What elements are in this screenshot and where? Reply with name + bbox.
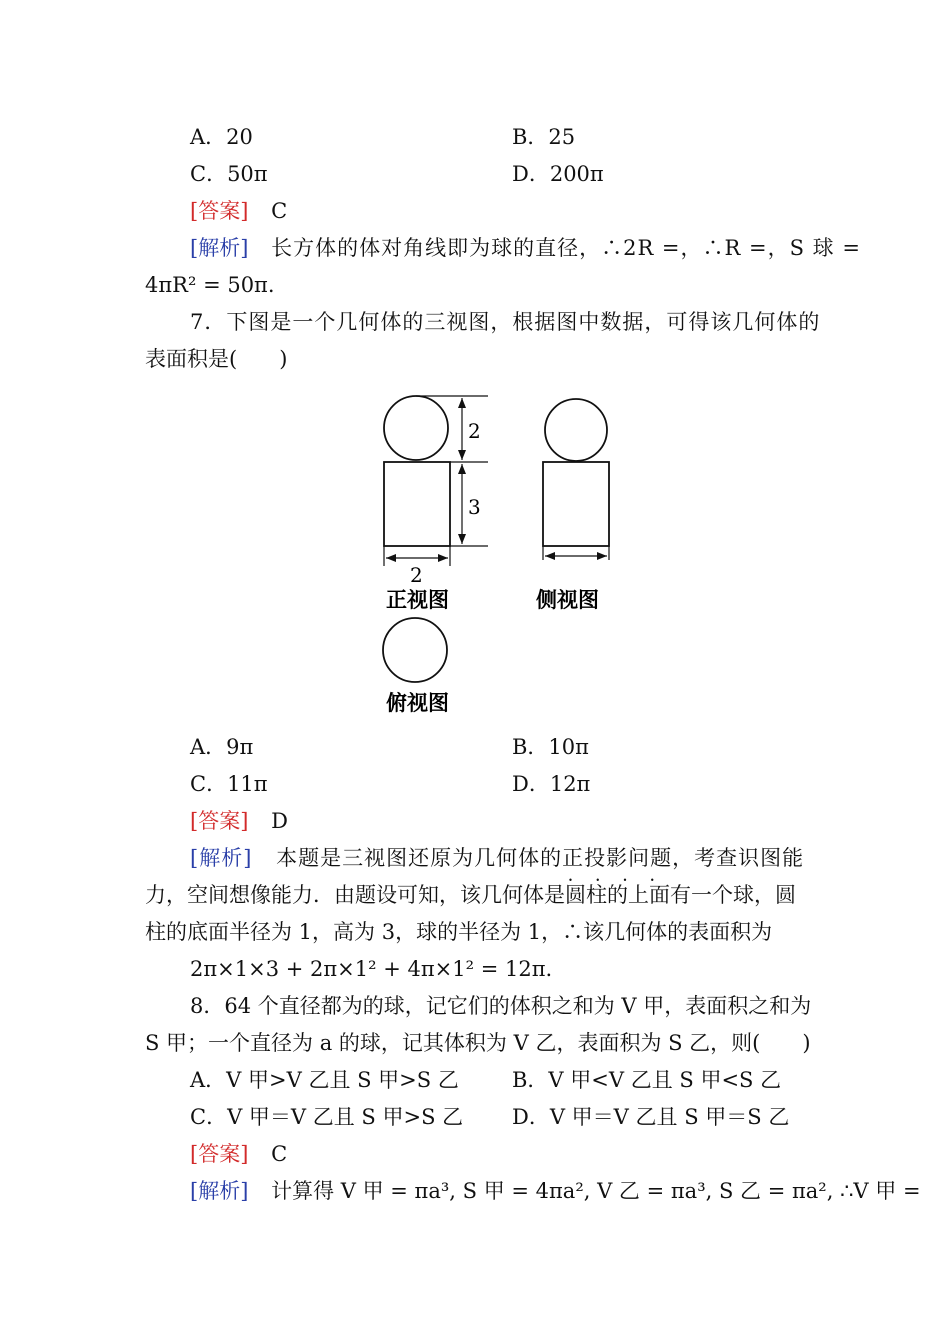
analysis-text: 长方体的体对角线即为球的直径，∴2R =，∴R =，S 球 = [271, 236, 861, 260]
answer-tag: [答案] [190, 809, 249, 833]
dimension-height-sphere: 2 [468, 419, 481, 443]
q8-answer-row [190, 1141, 287, 1167]
front-view-sphere [384, 396, 448, 460]
side-view-cylinder [543, 462, 609, 546]
answer-tag: [答案] [190, 199, 249, 223]
dimension-width: 2 [410, 563, 423, 587]
analysis-text-c: ，考查识图能 [672, 846, 805, 870]
side-view-sphere [545, 399, 607, 461]
analysis-tag: [解析] [190, 846, 253, 870]
dimension-height-cylinder: 3 [468, 495, 481, 519]
q7-option-d: D．12π [512, 772, 591, 796]
q8-option-a: A．V 甲>V 乙且 S 甲>S 乙 [190, 1068, 459, 1092]
three-view-figure [370, 390, 630, 720]
q6-option-d: D．200π [512, 162, 604, 186]
q7-stem-line-2: 表面积是( ) [145, 347, 288, 371]
front-view-cylinder [384, 462, 450, 546]
q7-analysis-line-1 [190, 845, 804, 871]
q7-analysis-line-2: 力，空间想像能力．由题设可知，该几何体是圆柱的上面有一个球，圆 [145, 883, 796, 907]
q7-stem-line-1: 7．下图是一个几何体的三视图，根据图中数据，可得该几何体的 [190, 310, 821, 334]
q7-option-c: C．11π [190, 772, 268, 796]
q6-option-a: A．20 [190, 125, 253, 149]
q8-analysis-line-1 [190, 1178, 921, 1204]
q6-option-b: B．25 [512, 125, 576, 149]
q6-option-c: C．50π [190, 162, 268, 186]
q6-answer-row [190, 198, 287, 224]
answer-value: C [271, 1142, 288, 1166]
side-view-label: 侧视图 [536, 587, 599, 612]
q8-option-b: B．V 甲<V 乙且 S 甲<S 乙 [512, 1068, 782, 1092]
q6-analysis-line-2: 4πR² = 50π. [145, 273, 275, 297]
top-view-circle [383, 618, 447, 682]
q7-option-a: A．9π [190, 735, 254, 759]
analysis-tag: [解析] [190, 1179, 249, 1203]
q8-stem-line-1: 8．64 个直径都为的球，记它们的体积之和为 V 甲，表面积之和为 [190, 994, 812, 1018]
analysis-tag: [解析] [190, 236, 249, 260]
q7-analysis-line-4: 2π×1×3 + 2π×1² + 4π×1² = 12π. [190, 957, 553, 981]
answer-value: D [271, 809, 288, 833]
analysis-text: 计算得 V 甲 = πa³, S 甲 = 4πa², V 乙 = πa³, S 乙 = πa², ∴V 甲 = [271, 1179, 921, 1203]
front-view-label: 正视图 [386, 587, 449, 612]
q8-option-c: C．V 甲＝V 乙且 S 甲>S 乙 [190, 1105, 464, 1129]
answer-tag: [答案] [190, 1142, 249, 1166]
q6-analysis-line-1 [190, 235, 861, 261]
q8-option-d: D．V 甲＝V 乙且 S 甲＝S 乙 [512, 1105, 790, 1129]
q7-answer-row [190, 808, 288, 834]
analysis-text-a: 本题是三视图还原为几何体的 [276, 846, 563, 870]
top-view-label: 俯视图 [386, 690, 449, 715]
emphasis-text: 正投影问题 • • • • [562, 846, 672, 870]
q7-option-b: B．10π [512, 735, 589, 759]
q8-stem-line-2: S 甲；一个直径为 a 的球，记其体积为 V 乙，表面积为 S 乙，则( ) [145, 1031, 811, 1055]
q7-analysis-line-3: 柱的底面半径为 1，高为 3，球的半径为 1，∴该几何体的表面积为 [145, 920, 773, 944]
answer-value: C [271, 199, 288, 223]
